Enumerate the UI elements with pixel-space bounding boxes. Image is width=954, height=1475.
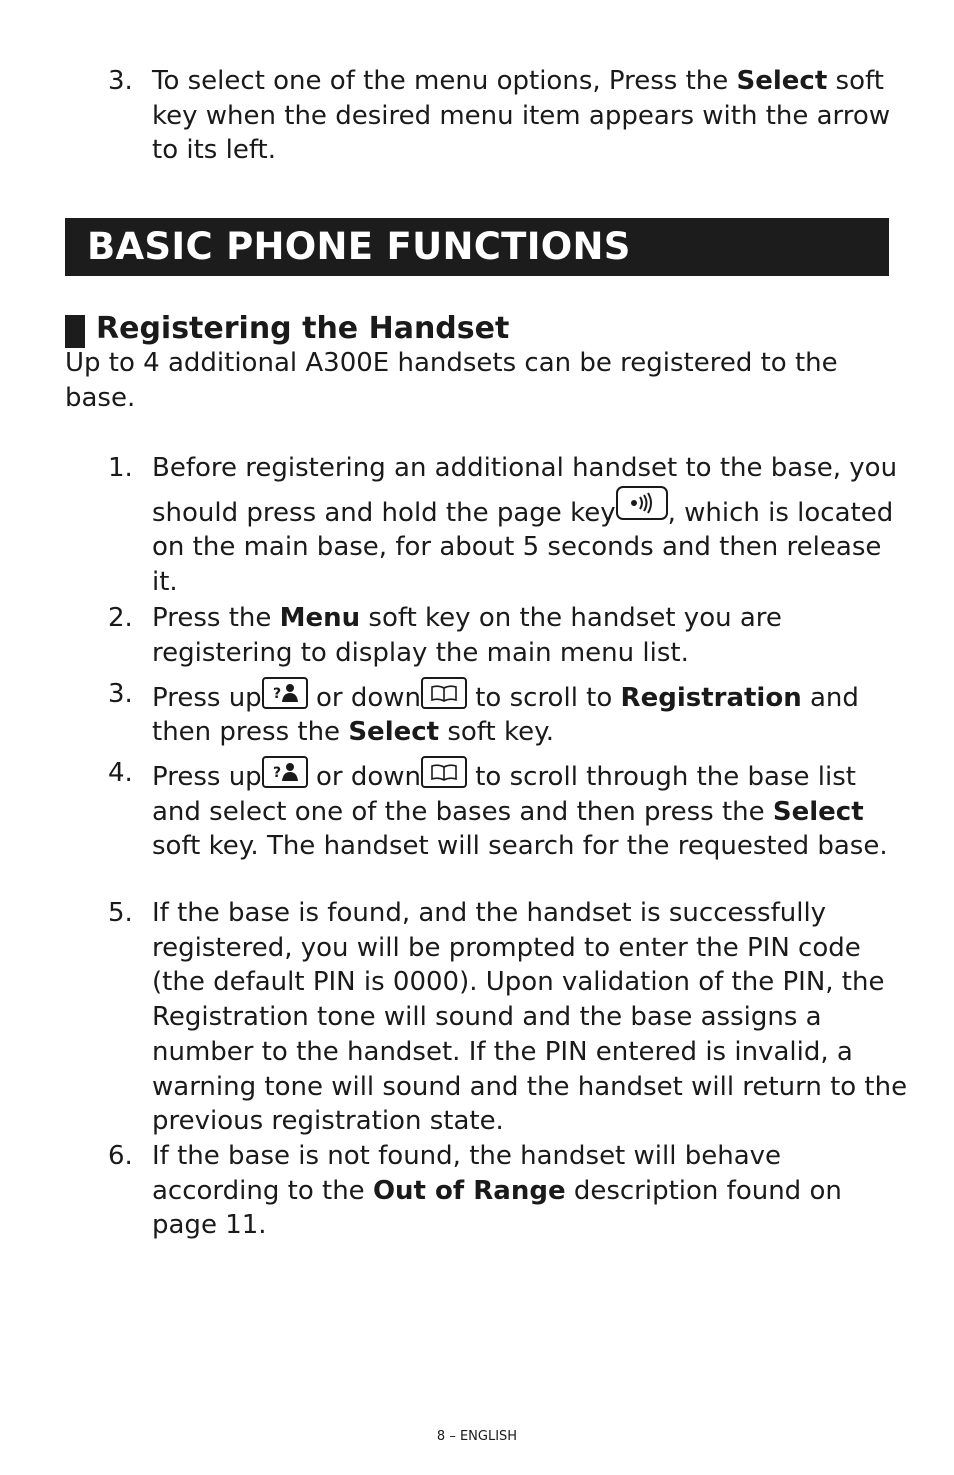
subsection-title: Registering the Handset bbox=[96, 311, 510, 346]
intro-paragraph: Up to 4 additional A300E handsets can be registered to the base. bbox=[65, 348, 838, 413]
step-number: 6. bbox=[108, 1141, 133, 1171]
step-5 bbox=[108, 896, 908, 1139]
book-down-icon bbox=[421, 756, 467, 788]
step-text: If the base is found, and the handset is successfully registered, you will be prompted to enter the PIN code (the default PIN is 0000). Upon validation of the PIN, the Registration tone will sound and the base assigns a number to the handset. If the PIN entered is invalid, a warning tone will sound and the handset will return to the previous registration state. bbox=[152, 898, 908, 1137]
section-banner bbox=[65, 218, 889, 276]
step-number: 4. bbox=[108, 758, 133, 788]
svg-text:?: ? bbox=[272, 765, 281, 781]
step-number: 1. bbox=[108, 453, 133, 483]
step-text: If the base is not found, the handset will behave according to the Out of Range description found on page 11. bbox=[152, 1141, 842, 1241]
phonebook-up-icon bbox=[262, 756, 308, 788]
section-title: BASIC PHONE FUNCTIONS bbox=[87, 225, 631, 268]
svg-text:?: ? bbox=[272, 686, 281, 702]
book-down-icon bbox=[421, 677, 467, 709]
step-text: Before registering an additional handset to the base, you should press and hold the page key , which is located on the main base, for about 5 seconds and then release it. bbox=[152, 453, 898, 598]
step-4 bbox=[108, 756, 908, 864]
step-number: 3. bbox=[108, 679, 133, 709]
heading-marker bbox=[65, 315, 85, 348]
continued-step-3 bbox=[108, 64, 908, 168]
step-number: 3. bbox=[108, 66, 133, 96]
phonebook-up-icon bbox=[262, 677, 308, 709]
step-text: Press up ? or down to scroll to Registration and then press the Select soft key. bbox=[152, 677, 908, 749]
step-6 bbox=[108, 1139, 908, 1243]
step-text: To select one of the menu options, Press the Select soft key when the desired menu item appears with the arrow to its left. bbox=[152, 66, 891, 166]
step-2 bbox=[108, 601, 908, 670]
page-key-icon bbox=[616, 486, 668, 520]
page-footer: 8 – ENGLISH bbox=[436, 1429, 518, 1444]
step-3 bbox=[108, 677, 908, 749]
step-number: 2. bbox=[108, 603, 133, 633]
step-1 bbox=[108, 451, 908, 600]
step-text: Press up ? or down to scroll through the base list and select one of the bases and then press the Select soft key. The handset will search for the requested base. bbox=[152, 756, 908, 864]
step-text: Press the Menu soft key on the handset you are registering to display the main menu list. bbox=[152, 603, 782, 668]
step-number: 5. bbox=[108, 898, 133, 928]
